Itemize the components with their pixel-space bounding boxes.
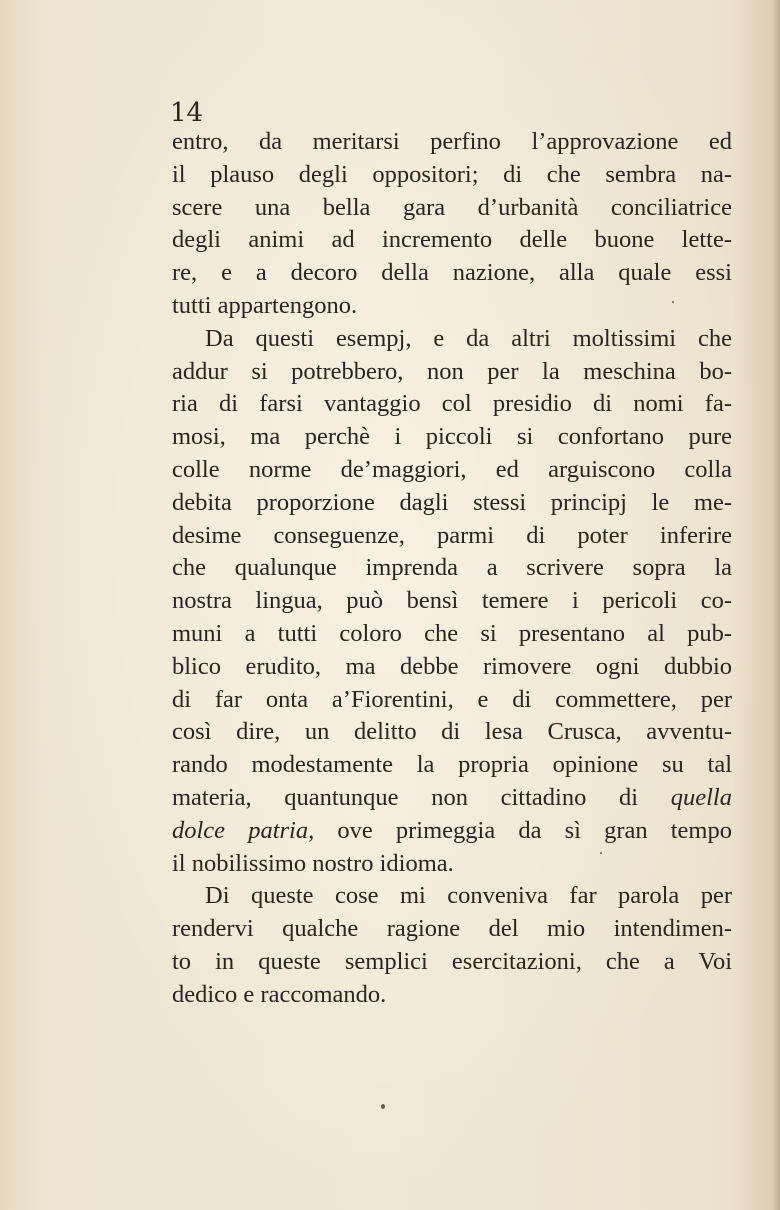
text-line <box>172 388 732 421</box>
text-line <box>172 946 732 979</box>
text-line <box>172 585 732 618</box>
text-run: il plauso degli oppositori; di che sembra na- <box>172 160 732 188</box>
text-line <box>172 192 732 225</box>
text-run: materia, quantunque non cittadino di <box>172 783 639 811</box>
page-edge-shadow <box>772 0 780 1210</box>
text-line <box>172 290 732 323</box>
text-run: re, e a decoro della nazione, alla quale essi <box>172 259 732 287</box>
text-line <box>172 651 732 684</box>
text-run: così dire, un delitto di lesa Crusca, avventu- <box>172 718 732 746</box>
text-run: ove primeggia da sì gran tempo <box>314 816 732 844</box>
text-line <box>172 454 732 487</box>
text-run: blico erudito, ma debbe rimovere ogni dubbio <box>172 652 732 680</box>
text-line <box>172 848 732 881</box>
text-line <box>172 323 732 356</box>
text-line <box>172 552 732 585</box>
text-line <box>172 782 732 815</box>
text-run: addur si potrebbero, non per la meschina bo- <box>172 357 732 385</box>
text-run: muni a tutti coloro che si presentano al pub- <box>172 619 732 647</box>
body-text <box>172 126 732 1012</box>
text-run: to in queste semplici esercitazioni, che a Voi <box>172 947 732 975</box>
text-run: desime conseguenze, parmi di poter inferire <box>172 521 732 549</box>
italic-phrase: dolce patria, <box>172 816 315 844</box>
text-line <box>172 487 732 520</box>
text-line <box>172 520 732 553</box>
text-line <box>172 356 732 389</box>
text-run: il nobilissimo nostro idioma. <box>172 849 454 877</box>
text-run: rendervi qualche ragione del mio intendimen- <box>172 915 732 943</box>
text-run: mosi, ma perchè i piccoli si confortano pure <box>172 423 732 451</box>
text-run: che qualunque imprenda a scrivere sopra la <box>172 554 732 582</box>
text-line <box>172 159 732 192</box>
page-number: 14 <box>170 98 204 128</box>
text-run: ria di farsi vantaggio col presidio di nomi fa- <box>172 390 732 418</box>
text-line <box>172 880 732 913</box>
text-line <box>172 979 732 1012</box>
text-run: degli animi ad incremento delle buone lette- <box>172 226 732 254</box>
text-run: Di queste cose mi conveniva far parola per <box>205 882 732 910</box>
text-line <box>172 913 732 946</box>
text-line <box>172 618 732 651</box>
text-line <box>172 749 732 782</box>
text-run: di far onta a’Fiorentini, e di commettere, per <box>172 685 732 713</box>
text-run: nostra lingua, può bensì temere i pericoli co- <box>172 587 732 615</box>
text-line <box>172 126 732 159</box>
text-line <box>172 716 732 749</box>
text-run: debita proporzione dagli stessi principj le me- <box>172 488 732 516</box>
text-run: tutti appartengono. <box>172 291 358 319</box>
text-line <box>172 224 732 257</box>
text-line <box>172 815 732 848</box>
text-run: entro, da meritarsi perfino l’approvazione ed <box>172 128 732 155</box>
text-line <box>172 257 732 290</box>
italic-phrase: quella <box>670 783 732 811</box>
text-run: scere una bella gara d’urbanità conciliatrice <box>172 193 732 221</box>
text-line <box>172 684 732 717</box>
text-run: dedico e raccomando. <box>172 980 387 1008</box>
text-run: colle norme de’maggiori, ed arguiscono colla <box>172 455 732 483</box>
text-run: Da questi esempj, e da altri moltissimi che <box>205 324 732 352</box>
text-line <box>172 421 732 454</box>
text-run: rando modestamente la propria opinione su tal <box>172 751 732 779</box>
